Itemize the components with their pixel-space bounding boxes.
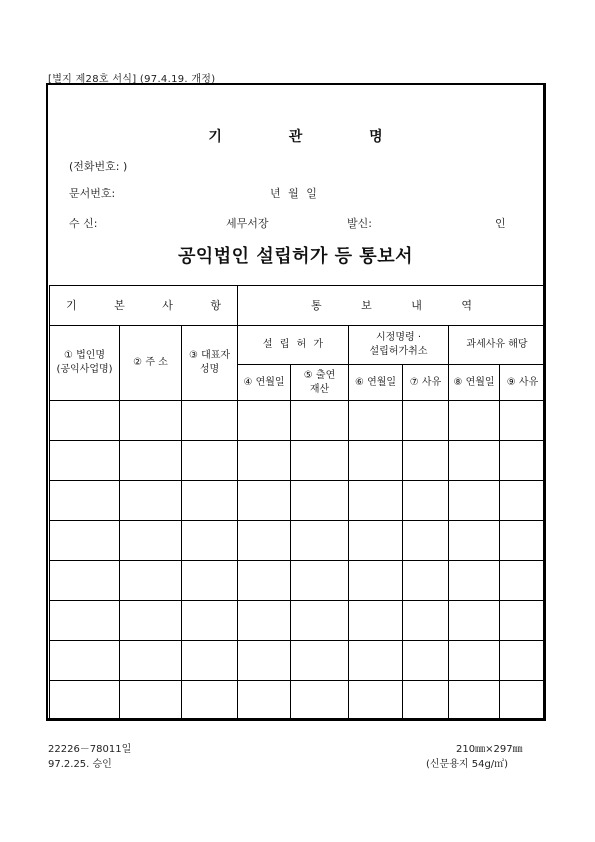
table-row	[50, 521, 546, 561]
table-cell[interactable]	[349, 401, 403, 441]
table-cell[interactable]	[449, 441, 500, 481]
table-cell[interactable]	[182, 401, 238, 441]
table-cell[interactable]	[403, 521, 449, 561]
table-cell[interactable]	[238, 401, 291, 441]
table-cell[interactable]	[500, 681, 546, 721]
table-cell[interactable]	[182, 561, 238, 601]
paper-size: 210㎜×297㎜	[456, 744, 523, 755]
table-cell[interactable]	[291, 481, 349, 521]
table-cell[interactable]	[403, 561, 449, 601]
table-cell[interactable]	[403, 601, 449, 641]
table-cell[interactable]	[50, 481, 120, 521]
table-cell[interactable]	[238, 441, 291, 481]
table-row	[50, 601, 546, 641]
cancel-reason-header: ⑦ 사유	[403, 365, 449, 401]
recipient-label: 수 신:	[69, 217, 98, 230]
table-cell[interactable]	[120, 601, 182, 641]
table-cell[interactable]	[50, 641, 120, 681]
table-cell[interactable]	[120, 441, 182, 481]
table-cell[interactable]	[449, 601, 500, 641]
table-cell[interactable]	[500, 481, 546, 521]
table-cell[interactable]	[291, 401, 349, 441]
table-cell[interactable]	[238, 681, 291, 721]
sender-label: 발신:	[347, 217, 372, 230]
table-cell[interactable]	[50, 601, 120, 641]
table-cell[interactable]	[449, 521, 500, 561]
table-cell[interactable]	[50, 681, 120, 721]
table-cell[interactable]	[349, 521, 403, 561]
address-header: ② 주 소	[120, 326, 182, 401]
table-cell[interactable]	[50, 441, 120, 481]
table-cell[interactable]	[403, 641, 449, 681]
table-cell[interactable]	[238, 601, 291, 641]
table-cell[interactable]	[500, 641, 546, 681]
table-cell[interactable]	[50, 401, 120, 441]
tax-reason-header: ⑨ 사유	[500, 365, 546, 401]
table-cell[interactable]	[120, 641, 182, 681]
table-cell[interactable]	[238, 561, 291, 601]
phone-line: (전화번호: )	[69, 160, 128, 173]
table-row	[50, 561, 546, 601]
table-cell[interactable]	[50, 561, 120, 601]
table-cell[interactable]	[182, 521, 238, 561]
organization-name: 기 관 명	[208, 129, 383, 145]
representative-header: ③ 대표자 성명	[182, 326, 238, 401]
tax-date-header: ⑧ 연월일	[449, 365, 500, 401]
table-row	[50, 441, 546, 481]
form-code: 22226－78011일	[48, 744, 132, 755]
form-frame	[46, 83, 546, 721]
contributed-property-header: ⑤ 출연 재산	[291, 365, 349, 401]
table-cell[interactable]	[120, 521, 182, 561]
table-cell[interactable]	[50, 521, 120, 561]
table-cell[interactable]	[238, 641, 291, 681]
table-cell[interactable]	[403, 441, 449, 481]
recipient-value: 세무서장	[226, 217, 269, 230]
paper-spec: (신문용지 54g/㎡)	[426, 759, 509, 770]
table-cell[interactable]	[500, 521, 546, 561]
document-number-label: 문서번호:	[69, 187, 116, 200]
permit-date-header: ④ 연월일	[238, 365, 291, 401]
table-row	[50, 481, 546, 521]
table-cell[interactable]	[291, 641, 349, 681]
corp-name-header: ① 법인명 (공익사업명)	[50, 326, 120, 401]
table-cell[interactable]	[349, 681, 403, 721]
taxation-header: 과세사유 해당	[449, 326, 546, 365]
correction-cancel-header: 시정명령 · 설립허가취소	[349, 326, 449, 365]
table-cell[interactable]	[500, 561, 546, 601]
table-cell[interactable]	[182, 641, 238, 681]
table-cell[interactable]	[500, 401, 546, 441]
establishment-permit-header: 설 립 허 가	[238, 326, 349, 365]
table-cell[interactable]	[120, 401, 182, 441]
table-cell[interactable]	[349, 441, 403, 481]
table-row	[50, 641, 546, 681]
basic-info-header: 기 본 사 항	[50, 286, 238, 326]
table-cell[interactable]	[291, 681, 349, 721]
cancel-date-header: ⑥ 연월일	[349, 365, 403, 401]
table-cell[interactable]	[349, 481, 403, 521]
table-cell[interactable]	[449, 641, 500, 681]
table-cell[interactable]	[120, 481, 182, 521]
approval-date: 97.2.25. 승인	[48, 759, 112, 770]
table-row	[50, 681, 546, 721]
form-reference: [별지 제28호 서식] (97.4.19. 개정)	[48, 74, 216, 85]
table-cell[interactable]	[182, 441, 238, 481]
table-cell[interactable]	[291, 441, 349, 481]
notice-details-header: 통 보 내 역	[238, 286, 546, 326]
notice-table	[49, 285, 546, 721]
sender-seal-mark: 인	[495, 217, 506, 230]
table-cell[interactable]	[291, 601, 349, 641]
table-cell[interactable]	[449, 481, 500, 521]
table-cell[interactable]	[182, 481, 238, 521]
table-cell[interactable]	[349, 561, 403, 601]
table-cell[interactable]	[291, 521, 349, 561]
table-cell[interactable]	[238, 481, 291, 521]
date-line: 년 월 일	[270, 187, 317, 200]
table-cell[interactable]	[349, 601, 403, 641]
table-cell[interactable]	[500, 441, 546, 481]
table-cell[interactable]	[500, 601, 546, 641]
table-cell[interactable]	[449, 681, 500, 721]
table-cell[interactable]	[403, 481, 449, 521]
table-cell[interactable]	[182, 681, 238, 721]
table-cell[interactable]	[403, 681, 449, 721]
table-cell[interactable]	[349, 641, 403, 681]
table-cell[interactable]	[449, 561, 500, 601]
table-cell[interactable]	[403, 401, 449, 441]
table-cell[interactable]	[449, 401, 500, 441]
table-cell[interactable]	[182, 601, 238, 641]
table-cell[interactable]	[120, 561, 182, 601]
document-title: 공익법인 설립허가 등 통보서	[178, 246, 413, 267]
table-cell[interactable]	[238, 521, 291, 561]
table-cell[interactable]	[291, 561, 349, 601]
table-cell[interactable]	[120, 681, 182, 721]
table-row	[50, 401, 546, 441]
